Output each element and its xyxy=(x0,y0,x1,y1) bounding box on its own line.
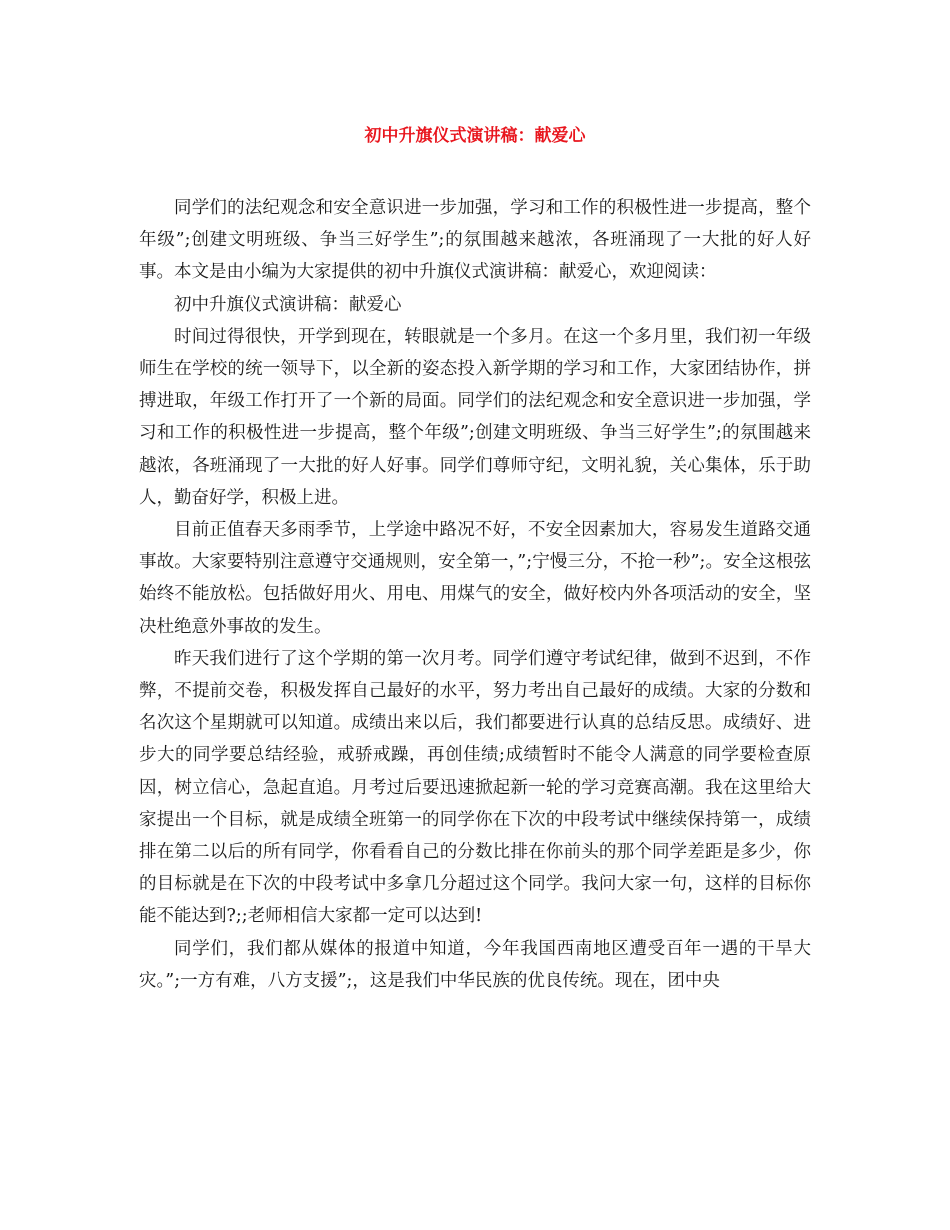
document-title: 初中升旗仪式演讲稿：献爱心 xyxy=(364,126,586,146)
paragraph-exam: 昨天我们进行了这个学期的第一次月考。同学们遵守考试纪律，做到不迟到，不作弊，不提前交卷，积极发挥自己最好的水平，努力考出自己最好的成绩。大家的分数和名次这个星期就可以知道。成绩出来以后，我们都要进行认真的总结反思。成绩好、进步大的同学要总结经验，戒骄戒躁，再创佳绩;成绩暂时不能令人满意的同学要检查原因，树立信心，急起直追。月考过后要迅速掀起新一轮的学习竞赛高潮。我在这里给大家提出一个目标，就是成绩全班第一的同学你在下次的中段考试中继续保持第一，成绩排在第二以后的所有同学，你看看自己的分数比排在你前头的那个同学差距是多少，你的目标就是在下次的中段考试中多拿几分超过这个同学。我问大家一句，这样的目标你能不能达到?;;老师相信大家都一定可以达到! xyxy=(139,648,811,927)
paragraph-safety: 目前正值春天多雨季节，上学途中路况不好，不安全因素加大，容易发生道路交通事故。大家要特别注意遵守交通规则，安全第一，”;宁慢三分，不抢一秒”;。安全这根弦始终不能放松。包括做好用火、用电、用煤气的安全，做好校内外各项活动的安全，坚决杜绝意外事故的发生。 xyxy=(139,520,811,637)
document-body xyxy=(139,192,811,997)
paragraph-subtitle: 初中升旗仪式演讲稿：献爱心 xyxy=(174,294,402,315)
paragraph-opening: 时间过得很快，开学到现在，转眼就是一个多月。在这一个多月里，我们初一年级师生在学校的统一领导下，以全新的姿态投入新学期的学习和工作，大家团结协作，拼搏进取，年级工作打开了一个新的局面。同学们的法纪观念和安全意识进一步加强，学习和工作的积极性进一步提高，整个年级”;创建文明班级、争当三好学生”;的氛围越来越浓，各班涌现了一大批的好人好事。同学们尊师守纪，文明礼貌，关心集体，乐于助人，勤奋好学，积极上进。 xyxy=(139,326,811,508)
paragraph-drought: 同学们，我们都从媒体的报道中知道，今年我国西南地区遭受百年一遇的干旱大灾。”;一方有难，八方支援”;，这是我们中华民族的优良传统。现在，团中央 xyxy=(139,938,811,991)
paragraph-intro: 同学们的法纪观念和安全意识进一步加强，学习和工作的积极性进一步提高，整个年级”;创建文明班级、争当三好学生”;的氛围越来越浓，各班涌现了一大批的好人好事。本文是由小编为大家提供的初中升旗仪式演讲稿：献爱心，欢迎阅读： xyxy=(139,198,811,283)
